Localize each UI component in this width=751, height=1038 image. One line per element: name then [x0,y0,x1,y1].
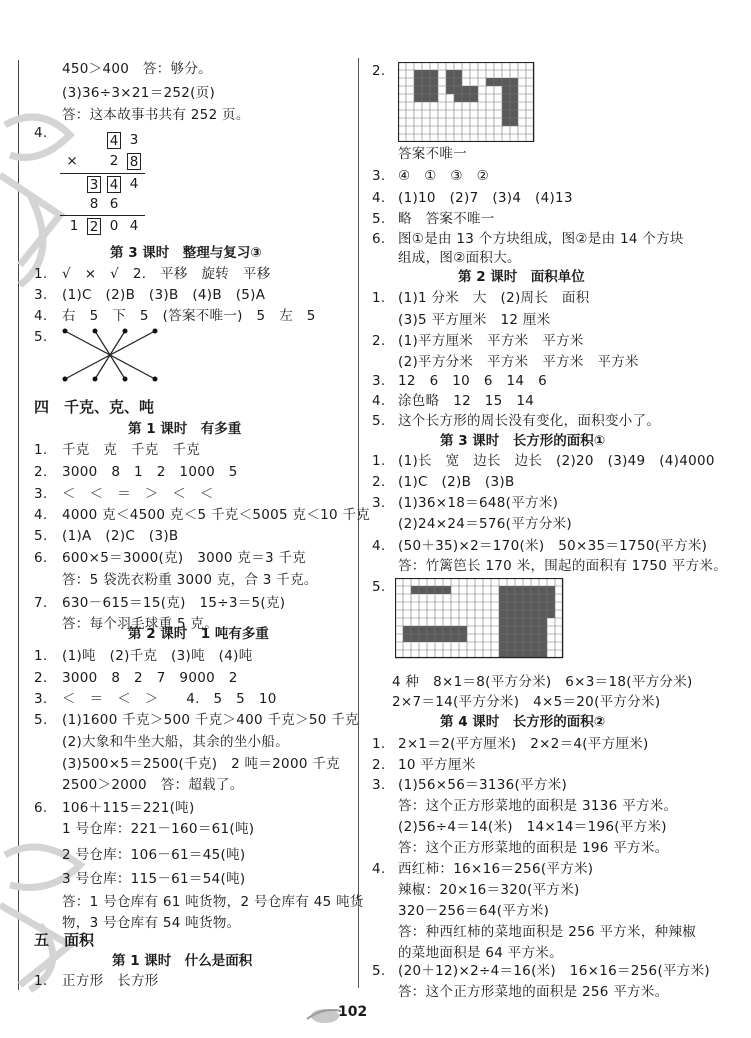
question-number: 4. [372,393,386,409]
vertical-multiplication [55,130,155,238]
line-text: 答：这个正方形菜地的面积是 3136 平方米。 [398,798,678,814]
unit-title: 四 千克、克、吨 [34,398,155,416]
line-text: (1)56×56＝3136(平方米) [398,777,568,793]
line-text: (2)56÷4＝14(米) 14×14＝196(平方米) [398,819,667,835]
line-text: 西红柿：16×16＝256(平方米) [398,861,594,877]
line-text: ④ ① ③ ② [398,168,490,184]
page-number: 102 [338,1004,368,1020]
line-text: (50＋35)×2＝170(米) 50×35＝1750(平方米) [398,538,708,554]
line-text: 略 答案不唯一 [398,211,495,227]
digit: 2 [109,153,119,169]
line-text: 答：这个正方形菜地的面积是 196 平方米。 [398,840,669,856]
line-text: (1)C (2)B (3)B [398,474,515,490]
answer-note: 答案不唯一 [398,146,467,162]
line-text: 的菜地面积是 64 平方米。 [398,945,563,961]
question-number: 3. [34,287,48,303]
line-text: 答：这本故事书共有 252 页。 [62,107,250,123]
lesson-title: 第 2 课时 1 吨有多重 [128,626,269,642]
line-text: 3000 8 1 2 1000 5 [62,464,238,480]
line-text: (1)C (2)B (3)B (4)B (5)A [62,287,266,303]
line-text: 2×1＝2(平方厘米) 2×2＝4(平方厘米) [398,736,649,752]
rule-line [60,215,145,216]
line-text: (1)A (2)C (3)B [62,528,179,544]
question-number: 1. [34,266,48,282]
question-number: 6. [372,231,386,247]
question-number: 3. [372,373,386,389]
question-number: 3. [372,168,386,184]
question-number: 1. [34,442,48,458]
line-text: (1)1600 千克＞500 千克＞400 千克＞50 千克 [62,712,359,728]
question-number: 5. [372,211,386,227]
line-text: 辣椒：20×16＝320(平方米) [398,882,580,898]
digit: 0 [109,218,119,234]
lesson-title: 第 3 课时 整理与复习③ [110,245,262,261]
digit: 4 [129,176,139,192]
grid-figure-2 [395,578,567,662]
line-text: (3)36÷3×21＝252(页) [62,85,216,101]
line-text: (1)平方厘米 平方米 平方米 [398,333,584,349]
question-number: 5. [34,712,48,728]
question-number: 5. [34,528,48,544]
line-text: 12 6 10 6 14 6 [398,373,548,389]
question-number: 1. [34,973,48,989]
digit [76,132,90,149]
line-text: 图①是由 13 个方块组成，图②是由 14 个方块 [398,231,684,247]
rule-line [60,173,145,174]
line-text: 4000 克＜4500 克＜5 千克＜5005 克＜10 千克 [62,507,371,523]
question-number: 5. [372,579,386,595]
question-number: 5. [372,963,386,979]
line-text: 答：1 号仓库有 61 吨货物，2 号仓库有 45 吨货 [62,894,364,910]
line-text: 这个长方形的周长没有变化，面积变小了。 [398,413,661,429]
line-text: ＜ ＜ ＝ ＞ ＜ ＜ [62,486,214,502]
line-text: (1)1 分米 大 (2)周长 面积 [398,290,590,306]
question-number: 5. [372,413,386,429]
line-text: 右 5 下 5 (答案不唯一) 5 左 5 [62,308,316,324]
line-text: 450＞400 答：够分。 [62,61,212,77]
line-text: (1)10 (2)7 (3)4 (4)13 [398,190,573,206]
question-number: 7. [34,595,48,611]
lesson-title: 第 2 课时 面积单位 [458,269,585,285]
line-text: 2 号仓库：106－61＝45(吨) [62,847,246,863]
question-number: 5. [34,329,48,345]
line-text: 1 号仓库：221－160＝61(吨) [62,821,255,837]
digit: 3 [129,132,139,148]
line-text: 答：这个正方形菜地的面积是 256 平方米。 [398,984,669,1000]
unit-title: 五 面积 [34,931,95,949]
line-text: (3)5 平方厘米 12 厘米 [398,312,551,328]
line-text: (2)24×24＝576(平方分米) [398,516,572,532]
line-text: 千克 克 千克 千克 [62,442,200,458]
line-text: (20＋12)×2÷4＝16(米) 16×16＝256(平方米) [398,963,710,979]
times-sign: × [66,153,78,169]
line-text: 10 平方厘米 [398,757,476,773]
line-text: (2)大象和牛坐大船，其余的坐小船。 [62,734,290,750]
lesson-title: 第 1 课时 什么是面积 [112,953,253,969]
question-number: 2. [372,63,386,79]
line-text: (1)长 宽 边长 边长 (2)20 (3)49 (4)4000 [398,453,715,469]
question-number: 2. [372,757,386,773]
question-number: 6. [34,800,48,816]
line-text: 3000 8 2 7 9000 2 [62,670,238,686]
question-number: 2. [34,670,48,686]
line-text: 物，3 号仓库有 54 吨货物。 [62,915,241,931]
digit: 8 [89,196,99,212]
question-number: 1. [372,290,386,306]
question-number: 2. [372,474,386,490]
line-text: 答：每个羽毛球重 5 克。 [62,616,219,632]
digit: 2 [87,218,101,235]
line-text: 涂色略 12 15 14 [398,393,535,409]
margin-line [18,60,19,990]
shaded-region [411,586,451,594]
line-text: 2500＞2000 答：超载了。 [62,777,244,793]
question-number: 4. [34,125,48,141]
matching-lines-diagram [60,325,170,385]
line-text: (1)36×18＝648(平方米) [398,495,559,511]
digit: 1 [69,218,79,234]
line-text: √ × √ 2. 平移 旋转 平移 [62,266,271,282]
question-number: 3. [372,777,386,793]
line-text: 320－256＝64(平方米) [398,903,550,919]
question-number: 1. [372,736,386,752]
digit: 4 [129,218,139,234]
lesson-title: 第 3 课时 长方形的面积① [440,433,606,449]
line-text: 答：种西红柿的菜地面积是 256 平方米，种辣椒 [398,924,697,940]
question-number: 4. [372,538,386,554]
digit: 4 [107,132,121,149]
question-number: 4. [34,507,48,523]
line-text: 答：5 袋洗衣粉重 3000 克，合 3 千克。 [62,572,318,588]
line-text: 3 号仓库：115－61＝54(吨) [62,871,246,887]
question-number: 1. [372,453,386,469]
line-text: 4 种 8×1＝8(平方分米) 6×3＝18(平方分米) [392,674,693,690]
grid-figure-1 [398,62,536,142]
digit: 6 [109,196,119,212]
question-number: 2. [372,333,386,349]
line-text: (3)500×5＝2500(千克) 2 吨＝2000 千克 [62,756,340,772]
question-number: 4. [372,861,386,877]
line-text: 106＋115＝221(吨) [62,800,195,816]
digit: 3 [87,176,101,193]
line-text: 组成，图②面积大。 [398,250,521,266]
line-text: 600×5＝3000(克) 3000 克＝3 千克 [62,550,307,566]
question-number: 3. [372,495,386,511]
question-number: 1. [34,648,48,664]
line-text: 630－615＝15(克) 15÷3＝5(克) [62,595,286,611]
line-text: ＜ ＝ ＜ ＞ 4. 5 5 10 [62,691,277,707]
question-number: 3. [34,691,48,707]
digit: 8 [127,153,141,170]
line-text: 正方形 长方形 [62,973,159,989]
line-text: 2×7＝14(平方分米) 4×5＝20(平方分米) [392,694,661,710]
lesson-title: 第 4 课时 长方形的面积② [440,714,606,730]
lesson-title: 第 1 课时 有多重 [128,421,242,437]
line-text: (1)吨 (2)千克 (3)吨 (4)吨 [62,648,253,664]
digit: 4 [107,176,121,193]
question-number: 3. [34,486,48,502]
line-text: 答：竹篱笆长 170 米，围起的面积有 1750 平方米。 [398,558,727,574]
question-number: 4. [372,190,386,206]
line-text: (2)平方分米 平方米 平方米 平方米 [398,354,639,370]
question-number: 4. [34,308,48,324]
question-number: 2. [34,464,48,480]
question-number: 6. [34,550,48,566]
